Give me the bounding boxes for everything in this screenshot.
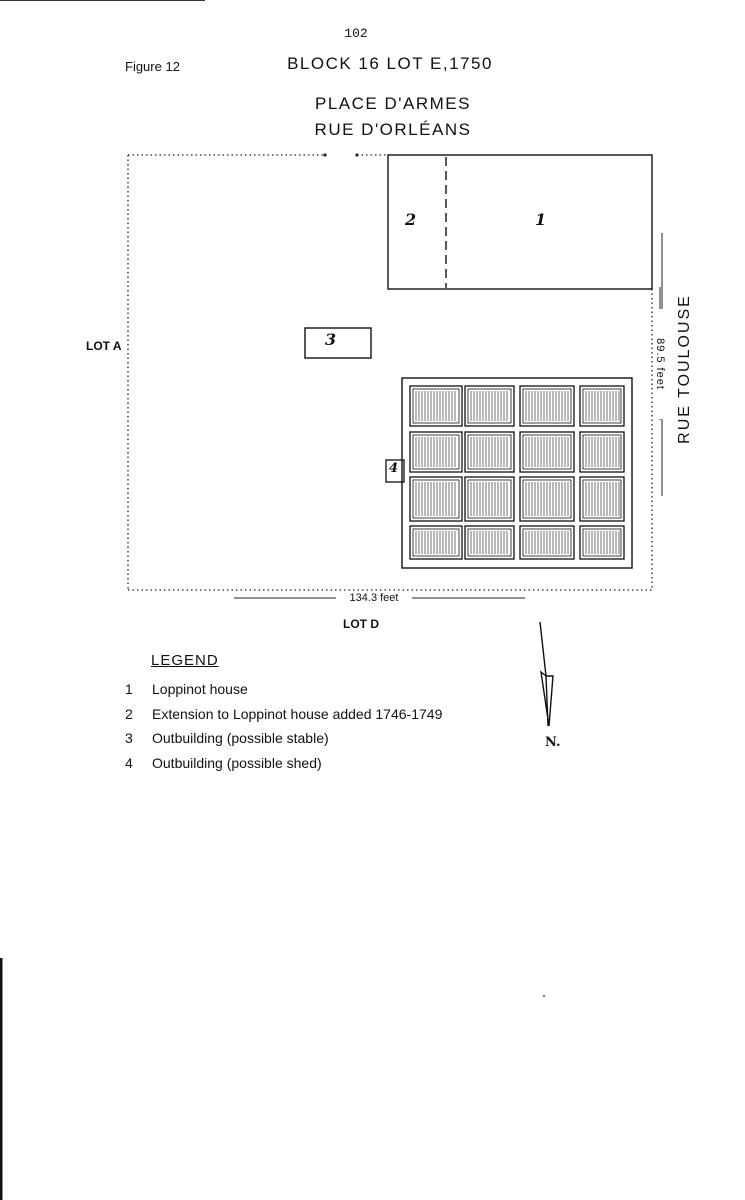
legend-item-number: 1 [125, 681, 133, 697]
garden-bed [580, 526, 624, 559]
legend-item-number: 3 [125, 730, 133, 746]
garden-bed [410, 477, 462, 521]
garden-bed [580, 432, 624, 472]
north-arrow [540, 622, 553, 726]
building-1-label: 1 [535, 210, 547, 229]
building-3-label: 3 [325, 330, 337, 349]
gate-post-right [355, 153, 358, 156]
lot-d-label: LOT D [343, 617, 379, 631]
legend-item-text: Extension to Loppinot house added 1746-1749 [152, 705, 443, 722]
page-number: 102 [344, 26, 368, 41]
legend-item-text: Loppinot house [152, 681, 248, 697]
legend-title: LEGEND [151, 652, 219, 669]
legend-item-text: Outbuilding (possible stable) [152, 730, 329, 746]
legend-item-3 [125, 726, 442, 751]
legend-list [125, 677, 442, 775]
scan-speck [543, 995, 545, 997]
garden-bed [410, 526, 462, 559]
north-label: N. [545, 735, 561, 750]
garden-bed [580, 386, 624, 426]
figure-title: BLOCK 16 LOT E,1750 [287, 54, 493, 73]
garden-bed-inner [468, 480, 511, 518]
figure-label: Figure 12 [125, 59, 180, 74]
gate-post-left [323, 153, 326, 156]
legend-item-number: 4 [125, 754, 133, 771]
garden-bed [465, 432, 514, 472]
garden-bed [410, 386, 462, 426]
building-2-label: 2 [405, 210, 417, 229]
legend-item-4 [125, 751, 442, 776]
street-rue-toulouse: RUE TOULOUSE [676, 294, 693, 444]
garden-bed-inner [468, 435, 511, 469]
garden-parterre [402, 378, 632, 568]
legend-item-number: 2 [125, 705, 133, 722]
lot-boundary [128, 155, 652, 590]
garden-bed [465, 526, 514, 559]
street-rue-dorleans: RUE D'ORLÉANS [314, 120, 472, 139]
dimension-right-label: 89.5 feet [654, 309, 666, 419]
outbuilding-stable [305, 328, 371, 358]
loppinot-house [388, 155, 652, 289]
dimension-bottom-label: 134.3 feet [336, 592, 412, 604]
garden-bed-inner [468, 389, 511, 423]
legend-item-1 [125, 677, 442, 702]
garden-bed [580, 477, 624, 521]
lot-a-label: LOT A [86, 339, 122, 353]
garden-bed [465, 386, 514, 426]
garden-bed [410, 432, 462, 472]
building-4-label: 4 [389, 461, 399, 476]
legend-item-text: Outbuilding (possible shed) [152, 754, 322, 771]
legend-item-2 [125, 702, 442, 727]
garden-bed [465, 477, 514, 521]
street-place-darmes: PLACE D'ARMES [315, 94, 471, 113]
garden-bed-inner [468, 529, 511, 556]
